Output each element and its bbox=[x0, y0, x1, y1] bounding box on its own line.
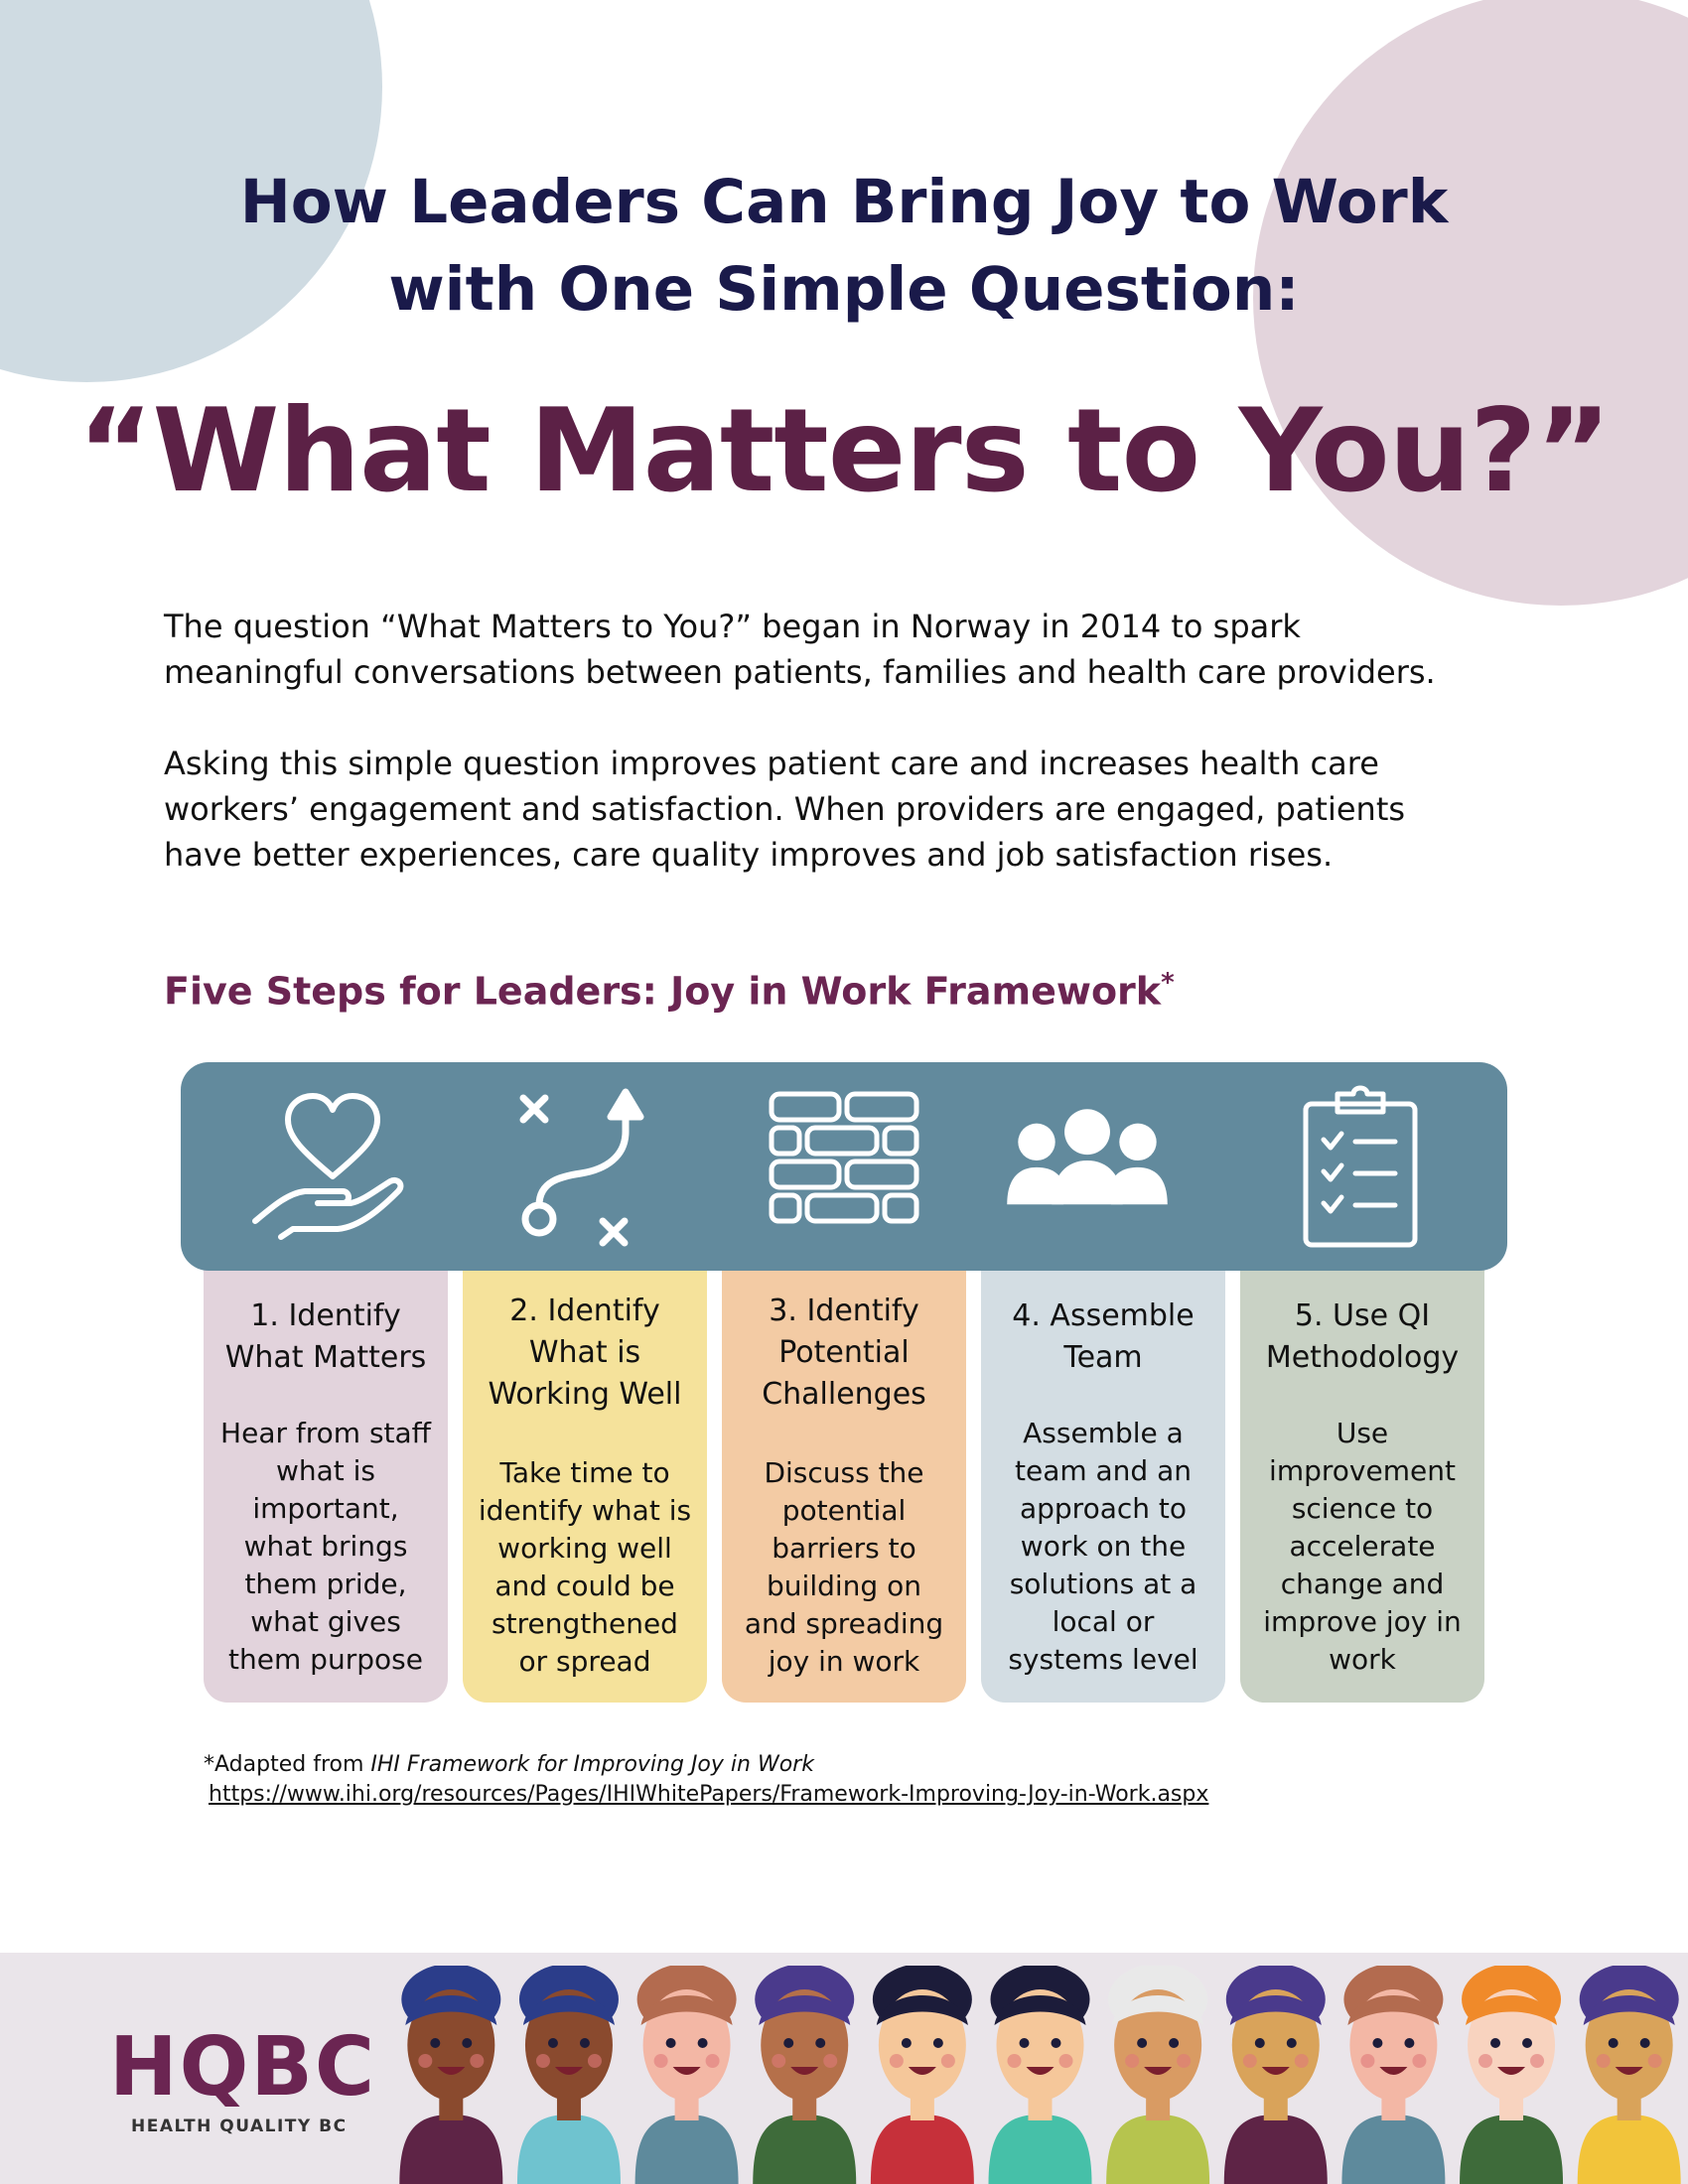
footnote-source-title: IHI Framework for Improving Joy in Work bbox=[370, 1752, 814, 1777]
step-title-line: What is bbox=[528, 1335, 641, 1370]
step-description-line: barriers to bbox=[772, 1532, 916, 1565]
step-title-line: 1. Identify bbox=[250, 1298, 401, 1333]
intro-p2-line3: have better experiences, care quality improves and job satisfaction rises. bbox=[164, 836, 1334, 874]
person-figure bbox=[399, 1966, 502, 2184]
person-figure bbox=[753, 1966, 856, 2184]
page-headline: “What Matters to You?” bbox=[77, 384, 1611, 518]
team-icon bbox=[1003, 1082, 1172, 1251]
step-description-line: and spreading bbox=[744, 1607, 944, 1640]
step-description bbox=[993, 1415, 1213, 1679]
step-description-line: strengthened bbox=[492, 1607, 678, 1640]
step-title bbox=[463, 1291, 707, 1416]
person-figure bbox=[1460, 1966, 1563, 2184]
step-description-line: improvement bbox=[1269, 1454, 1456, 1487]
steps-heading-footnote-mark: * bbox=[1161, 968, 1175, 998]
step-description-line: systems level bbox=[1008, 1643, 1198, 1676]
person-figure bbox=[989, 1966, 1092, 2184]
step-description-line: team and an bbox=[1014, 1454, 1193, 1487]
strategy-path-icon bbox=[501, 1082, 670, 1251]
organization-name: HEALTH QUALITY BC bbox=[131, 2116, 348, 2136]
person-figure bbox=[1578, 1966, 1681, 2184]
step-title-line: Challenges bbox=[762, 1377, 926, 1412]
step-description bbox=[215, 1415, 436, 1679]
person-figure bbox=[1106, 1966, 1209, 2184]
step-description-line: work on the bbox=[1020, 1530, 1187, 1563]
step-description-line: Assemble a bbox=[1023, 1417, 1184, 1449]
step-description bbox=[1252, 1415, 1473, 1679]
people-illustration bbox=[392, 1966, 1688, 2184]
step-description-line: Discuss the bbox=[764, 1456, 924, 1489]
step-description-line: joy in work bbox=[768, 1645, 920, 1678]
step-description-line: Take time to bbox=[499, 1456, 670, 1489]
step-title-line: 3. Identify bbox=[769, 1294, 919, 1328]
steps-heading bbox=[164, 968, 1175, 1014]
step-description-line: potential bbox=[781, 1494, 907, 1527]
intro-p2-line2: workers’ engagement and satisfaction. When providers are engaged, patients bbox=[164, 790, 1406, 828]
step-description-line: work bbox=[1329, 1643, 1396, 1676]
intro-p1-line2: meaningful conversations between patients, families and health care providers. bbox=[164, 653, 1436, 691]
footnote-link[interactable]: https://www.ihi.org/resources/Pages/IHIWhitePapers/Framework-Improving-Joy-in-Work.aspx bbox=[209, 1782, 1209, 1807]
step-title bbox=[722, 1291, 966, 1416]
intro-p2-line1: Asking this simple question improves patient care and increases health care bbox=[164, 745, 1379, 782]
page-subtitle bbox=[0, 159, 1688, 334]
step-description-line: Hear from staff bbox=[220, 1417, 431, 1449]
step-description-line: science to bbox=[1291, 1492, 1434, 1525]
intro-p1-line1: The question “What Matters to You?” began in Norway in 2014 to spark bbox=[164, 608, 1301, 645]
step-description-line: working well bbox=[497, 1532, 672, 1565]
intro-paragraph-2 bbox=[164, 741, 1554, 878]
title-line-2: with One Simple Question: bbox=[388, 254, 1300, 325]
brick-wall-icon bbox=[760, 1082, 928, 1251]
step-title bbox=[204, 1296, 448, 1379]
step-title-line: Methodology bbox=[1265, 1340, 1460, 1375]
step-description bbox=[734, 1454, 954, 1681]
step-description-line: local or bbox=[1052, 1605, 1155, 1638]
step-title-line: Working Well bbox=[488, 1377, 682, 1412]
step-description-line: and could be bbox=[494, 1570, 675, 1602]
step-title-line: 4. Assemble bbox=[1012, 1298, 1195, 1333]
step-title-line: What Matters bbox=[224, 1340, 427, 1375]
step-description-line: Use bbox=[1336, 1417, 1389, 1449]
step-description-line: important, bbox=[252, 1492, 399, 1525]
person-figure bbox=[1224, 1966, 1328, 2184]
footnote-prefix: *Adapted from bbox=[204, 1752, 371, 1777]
step-description-line: solutions at a bbox=[1009, 1568, 1197, 1600]
hqbc-logo: HQBC bbox=[109, 2020, 377, 2115]
step-description-line: accelerate bbox=[1289, 1530, 1436, 1563]
step-title bbox=[981, 1296, 1225, 1379]
step-description-line: what gives bbox=[250, 1605, 401, 1638]
step-description-line: approach to bbox=[1019, 1492, 1188, 1525]
step-description-line: improve joy in bbox=[1263, 1605, 1462, 1638]
person-figure bbox=[871, 1966, 974, 2184]
person-figure bbox=[517, 1966, 621, 2184]
step-description-line: what brings bbox=[243, 1530, 408, 1563]
step-description-line: change and bbox=[1280, 1568, 1445, 1600]
step-description-line: them purpose bbox=[228, 1643, 423, 1676]
step-description-line: what is bbox=[275, 1454, 376, 1487]
step-description bbox=[475, 1454, 695, 1681]
steps-heading-text: Five Steps for Leaders: Joy in Work Framework bbox=[164, 969, 1162, 1014]
footnote-citation bbox=[204, 1752, 814, 1777]
step-description-line: or spread bbox=[518, 1645, 651, 1678]
step-title-line: Team bbox=[1063, 1340, 1143, 1375]
clipboard-checklist-icon bbox=[1276, 1082, 1445, 1251]
step-description-line: identify what is bbox=[478, 1494, 692, 1527]
step-title-line: 5. Use QI bbox=[1294, 1298, 1431, 1333]
step-title bbox=[1240, 1296, 1484, 1379]
step-title-line: 2. Identify bbox=[509, 1294, 660, 1328]
title-line-1: How Leaders Can Bring Joy to Work bbox=[239, 167, 1449, 237]
person-figure bbox=[635, 1966, 739, 2184]
step-description-line: them pride, bbox=[244, 1568, 407, 1600]
step-description-line: building on bbox=[767, 1570, 921, 1602]
step-title-line: Potential bbox=[778, 1335, 910, 1370]
intro-paragraph-1 bbox=[164, 604, 1554, 695]
heart-hand-icon bbox=[243, 1082, 412, 1251]
person-figure bbox=[1341, 1966, 1445, 2184]
